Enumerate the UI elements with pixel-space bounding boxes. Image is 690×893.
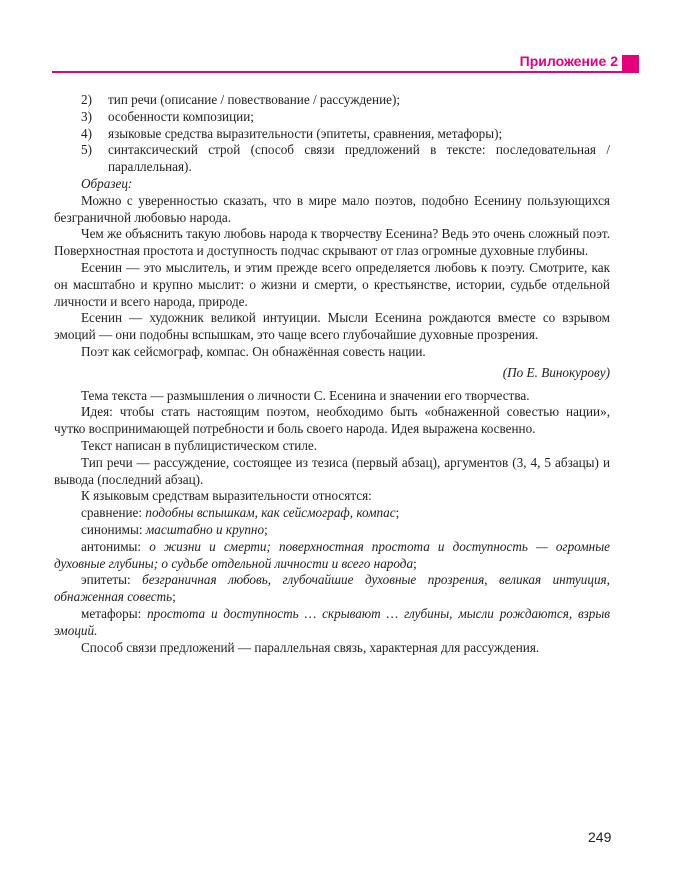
synonyms-label: синонимы: bbox=[81, 521, 146, 537]
list-number: 5) bbox=[81, 142, 92, 158]
list-item bbox=[81, 142, 610, 176]
antonyms-text: о жизни и смерти; поверхностная простота и доступность — огромные духовные глубины; о судьбе отдельной личности и всего народа bbox=[54, 538, 610, 571]
analysis-theme: Тема текста — размышления о личности С. Есенина и значении его творчества. bbox=[81, 387, 530, 403]
analysis-style: Текст написан в публицистическом стиле. bbox=[81, 437, 318, 453]
comparison-line: сравнение: подобны вспышкам, как сейсмограф, компас; bbox=[81, 505, 400, 521]
list-text: синтаксический строй (способ связи предложений в тексте: последовательная / параллельная). bbox=[108, 142, 610, 175]
epithets-label: эпитеты: bbox=[81, 572, 143, 588]
analysis-idea: Идея: чтобы стать настоящим поэтом, необходимо быть «обнаженной совестью нации», чутко воспринимающей потребности и боль своего народа. Идея выражена косвенно. bbox=[54, 404, 610, 437]
list-item bbox=[81, 109, 610, 126]
header-accent-block bbox=[622, 55, 639, 73]
sample-paragraph: Поэт как сейсмограф, компас. Он обнажённая совесть нации. bbox=[81, 343, 426, 359]
sample-paragraph: Чем же объяснить такую любовь народа к творчеству Есенина? Ведь это очень сложный поэт. Поверхностная простота и доступность подчас скрывают от глаз огромные духовные глубины. bbox=[54, 226, 610, 259]
page-content bbox=[54, 92, 610, 656]
list-text: языковые средства выразительности (эпитеты, сравнения, метафоры); bbox=[108, 125, 503, 141]
page-number: 249 bbox=[588, 829, 612, 845]
list-text: особенности композиции; bbox=[108, 108, 254, 124]
metaphors-text: простота и доступность … скрывают … глубины, мысли рождаются, взрыв эмоций. bbox=[54, 605, 610, 638]
appendix-title: Приложение 2 bbox=[519, 53, 618, 69]
comparison-text: подобны вспышкам, как сейсмограф, компас bbox=[145, 505, 396, 521]
sample-paragraph: Можно с уверенностью сказать, что в мире мало поэтов, подобно Есенину пользующихся безграничной любовью народа. bbox=[54, 192, 610, 225]
analysis-speech-type: Тип речи — рассуждение, состоящее из тезиса (первый абзац), аргументов (3, 4, 5 абзацы) и вывода (последний абзац). bbox=[54, 454, 610, 487]
comparison-label: сравнение: bbox=[81, 505, 146, 521]
epithets-line: эпитеты: безграничная любовь, глубочайшие духовные прозрения, великая интуиция, обнаженная совесть; bbox=[54, 572, 610, 605]
sample-paragraph: Есенин — художник великой интуиции. Мысли Есенина рождаются вместе со взрывом эмоций — они подобны вспышкам, это чаще всего глубочайшие духовные прозрения. bbox=[54, 310, 610, 343]
metaphors-label: метафоры: bbox=[81, 605, 148, 621]
synonyms-line: синонимы: масштабно и крупно; bbox=[81, 521, 268, 537]
antonyms-line: антонимы: о жизни и смерти; поверхностная простота и доступность — огромные духовные глубины; о судьбе отдельной личности и всего народа; bbox=[54, 538, 610, 571]
list-text: тип речи (описание / повествование / рассуждение); bbox=[108, 92, 401, 107]
list-number: 2) bbox=[81, 92, 92, 107]
metaphors-line bbox=[54, 606, 610, 640]
analysis-connection: Способ связи предложений — параллельная связь, характерная для рассуждения. bbox=[81, 639, 540, 655]
list-item bbox=[81, 92, 610, 109]
list-item bbox=[81, 126, 610, 143]
synonyms-text: масштабно и крупно bbox=[145, 521, 265, 537]
sample-label: Образец: bbox=[81, 175, 133, 191]
analysis-means-intro: К языковым средствам выразительности относятся: bbox=[81, 488, 372, 504]
list-number: 3) bbox=[81, 108, 92, 124]
antonyms-label: антонимы: bbox=[81, 538, 150, 554]
list-number: 4) bbox=[81, 125, 92, 141]
attribution: (По Е. Винокурову) bbox=[502, 364, 610, 380]
sample-paragraph: Есенин — это мыслитель, и этим прежде всего определяется любовь к поэту. Смотрите, как он масштабно и крупно мыслит: о жизни и смерти, о крестьянстве, истории, судьбе отдельной личности и всего народа, природе. bbox=[54, 259, 610, 309]
epithets-text: безграничная любовь, глубочайшие духовные прозрения, великая интуиция, обнаженная совесть bbox=[54, 572, 610, 605]
header-rule bbox=[52, 71, 638, 73]
